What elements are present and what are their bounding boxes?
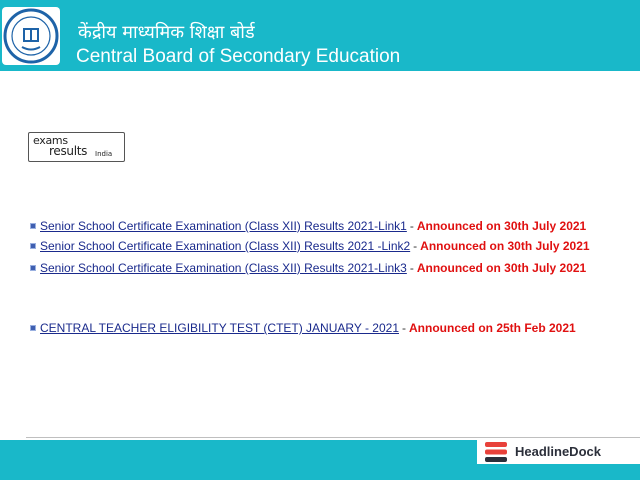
headlinedock-watermark <box>477 440 640 464</box>
header-english-title: Central Board of Secondary Education <box>76 46 401 67</box>
cbse-emblem-icon <box>2 7 60 65</box>
badge-exams-text: exams <box>33 134 68 147</box>
result-item <box>30 218 586 234</box>
bullet-icon <box>30 243 36 249</box>
header-hindi-title: केंद्रीय माध्यमिक शिक्षा बोर्ड <box>78 22 255 43</box>
separator: - <box>402 321 406 335</box>
bullet-icon <box>30 265 36 271</box>
result-link[interactable]: Senior School Certificate Examination (Class XII) Results 2021-Link3 <box>40 261 407 275</box>
bullet-icon <box>30 223 36 229</box>
bullet-icon <box>30 325 36 331</box>
result-item <box>30 320 576 336</box>
separator: - <box>409 261 414 275</box>
separator: - <box>413 239 418 253</box>
announced-date: Announced on 30th July 2021 <box>420 239 590 253</box>
badge-results-text: results <box>49 144 88 158</box>
footer-divider <box>26 437 640 438</box>
announced-date: Announced on 25th Feb 2021 <box>409 321 576 335</box>
result-item <box>30 238 590 254</box>
result-item <box>30 260 586 276</box>
result-link[interactable]: Senior School Certificate Examination (Class XII) Results 2021-Link1 <box>40 219 407 233</box>
result-link[interactable]: Senior School Certificate Examination (Class XII) Results 2021 -Link2 <box>40 239 411 253</box>
header-band <box>0 0 640 71</box>
headlinedock-logo-icon <box>485 442 507 462</box>
separator: - <box>409 219 414 233</box>
announced-date: Announced on 30th July 2021 <box>416 261 587 275</box>
result-link[interactable]: CENTRAL TEACHER ELIGIBILITY TEST (CTET) JANUARY - 2021 <box>40 321 399 335</box>
announced-date: Announced on 30th July 2021 <box>416 219 587 233</box>
watermark-text: HeadlineDock <box>515 444 601 459</box>
exams-results-badge[interactable] <box>28 132 125 162</box>
badge-india-text: India <box>95 150 113 158</box>
